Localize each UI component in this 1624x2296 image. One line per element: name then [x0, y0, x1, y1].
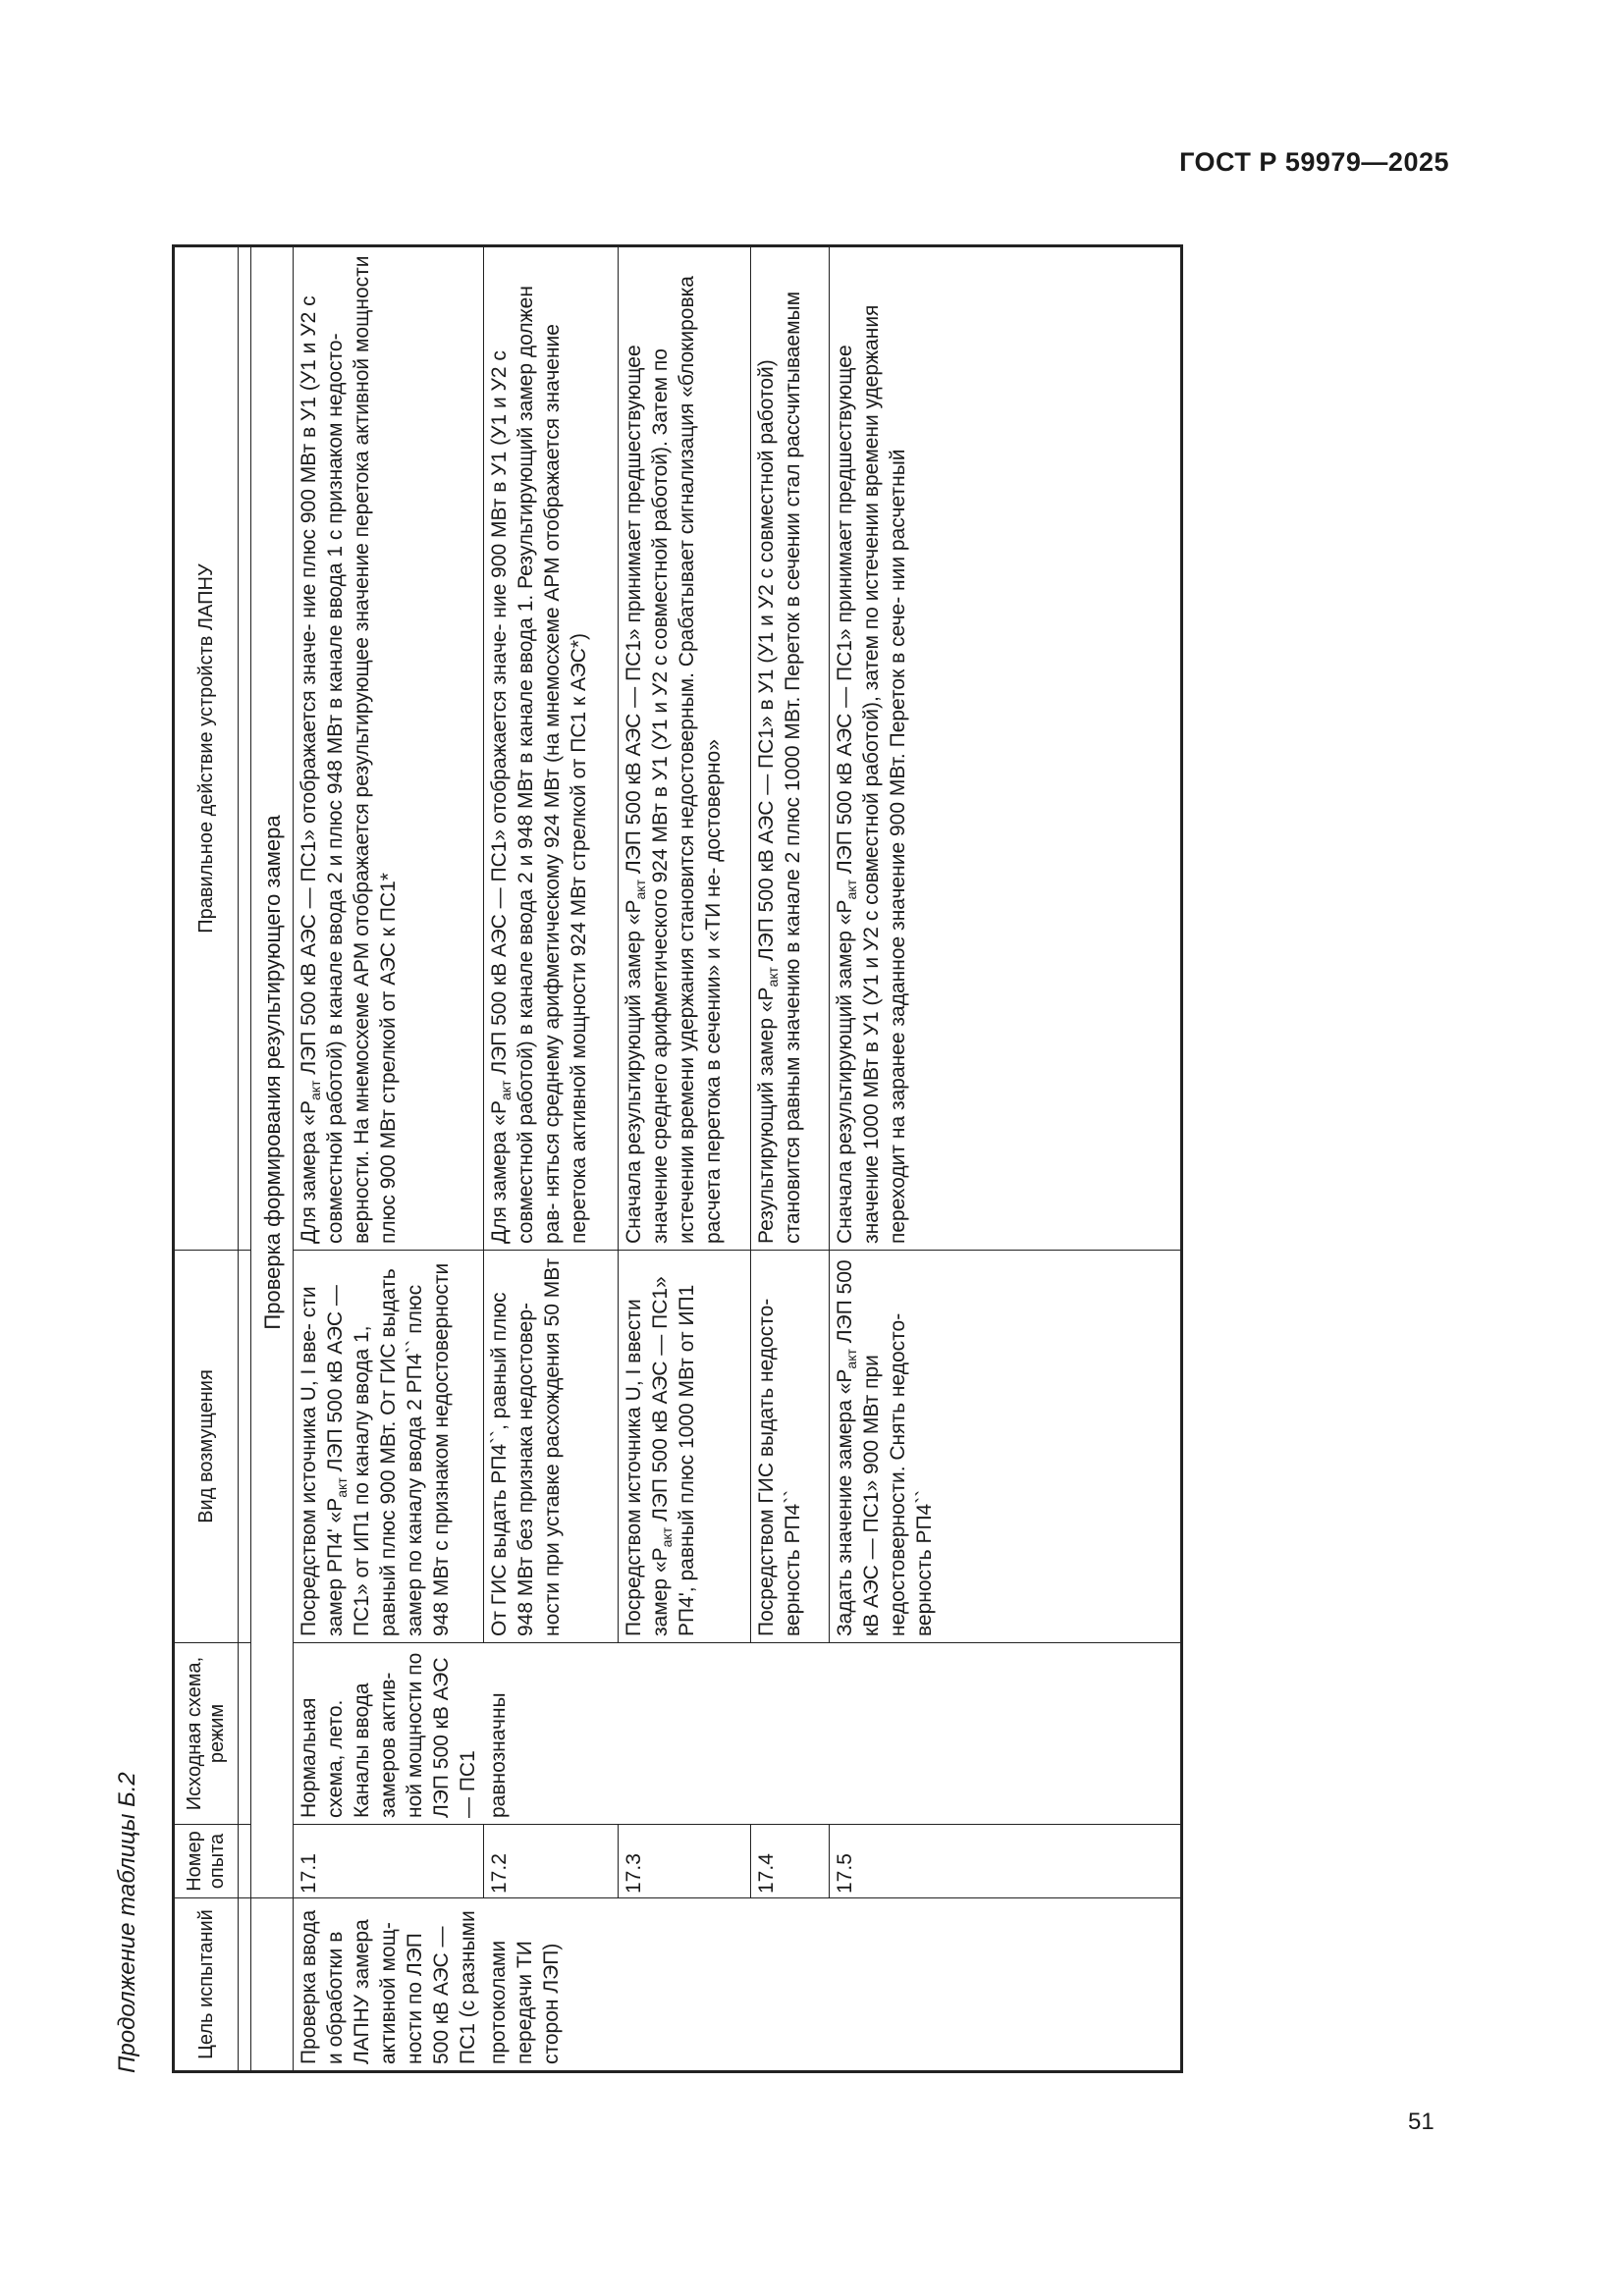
column-number-cell	[239, 1825, 251, 1898]
test-number-cell: 17.1	[294, 1825, 484, 1898]
test-table	[172, 244, 1183, 2073]
action-cell: Сначала результирующий замер «$P_{акт}$ ЛЭП 500 кВ АЭС — ПС1» принимает предшествующее значение 1000 МВт в У1 (У1 и У2 с совместной работой), затем по истечении времени удержания переходит на заранее заданное значение 900 МВт. Переток в сече- нии расчетный	[829, 246, 1182, 1251]
header-initial-scheme: Исходная схема, режим	[174, 1643, 239, 1825]
column-number-cell	[239, 1643, 251, 1825]
column-number-cell	[239, 1898, 251, 2072]
table-header-row	[174, 246, 239, 2072]
column-number-row	[239, 246, 251, 2072]
goal-cell	[829, 1898, 1182, 2072]
scheme-cell	[829, 1643, 1182, 1825]
scheme-cell	[750, 1643, 829, 1825]
test-number-cell: 17.4	[750, 1825, 829, 1898]
action-cell: Результирующий замер «$P_{акт}$ ЛЭП 500 кВ АЭС — ПС1» в У1 (У1 и У2 с совместной работой) становится равным значению в канале 2 плюс 1000 МВт. Переток в сечении стал рассчитываемым	[750, 246, 829, 1251]
test-number-cell: 17.3	[618, 1825, 750, 1898]
disturbance-cell: От ГИС выдать РП4``, равный плюс 948 МВт без признака недостовер- ности при уставке расхождения 50 МВт	[483, 1251, 618, 1643]
header-goal: Цель испытаний	[174, 1898, 239, 2072]
table-row	[829, 246, 1182, 2072]
section-row	[251, 246, 294, 2072]
goal-cell: протоколами передачи ТИ сторон ЛЭП)	[483, 1898, 618, 2072]
section-title: Проверка формирования результирующего замера	[251, 246, 294, 1898]
column-number-cell	[239, 246, 251, 1251]
scheme-cell	[618, 1643, 750, 1825]
scheme-cell: равнозначны	[483, 1643, 618, 1825]
action-cell: Для замера «$P_{акт}$ ЛЭП 500 кВ АЭС — ПС1» отображается значе- ние 900 МВт в У1 (У1 и У2 с совместной работой) в канале ввода 2 и 948 МВт в канале ввода 1. Результирующий замер должен рав- няться среднему арифметическому 924 МВт (на мнемосхеме АРМ отображается значение перетока активной мощности 924 МВт стрелкой от ПС1 к АЭС*)	[483, 246, 618, 1251]
header-correct-action: Правильное действие устройств ЛАПНУ	[174, 246, 239, 1251]
action-cell: Сначала результирующий замер «$P_{акт}$ ЛЭП 500 кВ АЭС — ПС1» принимает предшествующее значение среднего арифметического 924 МВт в У1 (У1 и У2 с совместной работой). Затем по истечении времени удержания становится недостоверным. Срабатывает сигнализация «блокировка расчета перетока в сечении» и «ТИ не- достоверно»	[618, 246, 750, 1251]
goal-cell	[618, 1898, 750, 2072]
test-number-cell: 17.5	[829, 1825, 1182, 1898]
action-cell: Для замера «$P_{акт}$ ЛЭП 500 кВ АЭС — ПС1» отображается значе- ние плюс 900 МВт в У1 (У1 и У2 с совместной работой) в канале ввода 2 и плюс 948 МВт в канале ввода 1 с признаком недосто- верности. На мнемосхеме АРМ отображается результирующее значение перетока активной мощности плюс 900 МВт стрелкой от АЭС к ПС1*	[294, 246, 484, 1251]
table-continuation-title: Продолжение таблицы Б.2	[114, 1772, 140, 2073]
header-disturbance: Вид возмущения	[174, 1251, 239, 1643]
test-number-cell: 17.2	[483, 1825, 618, 1898]
disturbance-cell: Посредством источника U, I вве- сти замер РП4' «$P_{акт}$ ЛЭП 500 кВ АЭС — ПС1» от ИП1 по каналу ввода 1, равный плюс 900 МВт. От ГИС выдать замер по каналу ввода 2 РП4`` плюс 948 МВт с признаком недостоверности	[294, 1251, 484, 1643]
page-number: 51	[1408, 2109, 1435, 2135]
table-row	[750, 246, 829, 2072]
rotated-table-page	[113, 247, 1193, 2073]
table-row	[483, 246, 618, 2072]
disturbance-cell: Посредством ГИС выдать недосто- верность РП4``	[750, 1251, 829, 1643]
section-spacer-cell	[251, 1898, 294, 2072]
column-number-cell	[239, 1251, 251, 1643]
header-test-number: Номер опыта	[174, 1825, 239, 1898]
scheme-cell: Нормальная схема, лето. Каналы ввода замеров актив- ной мощности по ЛЭП 500 кВ АЭС — ПС1	[294, 1643, 484, 1825]
goal-cell	[750, 1898, 829, 2072]
standard-code: ГОСТ Р 59979—2025	[1179, 147, 1449, 177]
disturbance-cell: Посредством источника U, I ввести замер «$P_{акт}$ ЛЭП 500 кВ АЭС — ПС1» РП4', равный плюс 1000 МВт от ИП1	[618, 1251, 750, 1643]
goal-cell: Проверка ввода и обработки в ЛАПНУ замера активной мощ- ности по ЛЭП 500 кВ АЭС — ПС1 (с разными	[294, 1898, 484, 2072]
table-row	[294, 246, 484, 2072]
disturbance-cell: Задать значение замера «$P_{акт}$ ЛЭП 500 кВ АЭС — ПС1» 900 МВт при недостоверности. Снять недосто- верность РП4``	[829, 1251, 1182, 1643]
table-row	[618, 246, 750, 2072]
